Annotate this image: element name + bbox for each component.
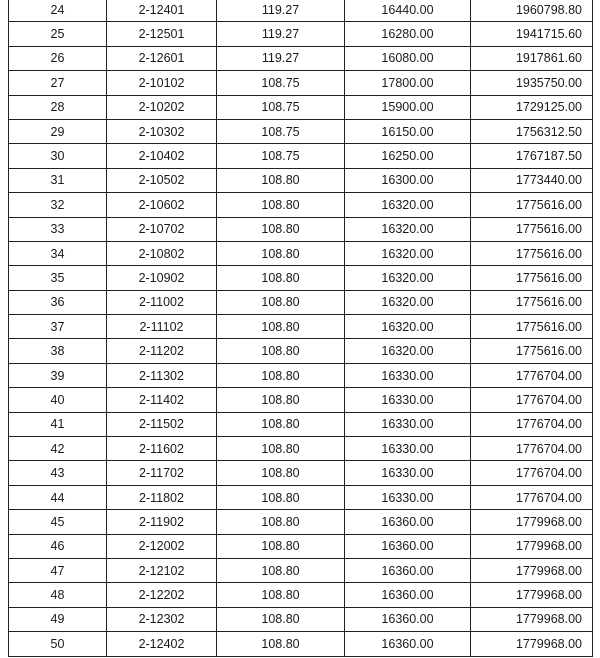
area-cell: 108.80 [217,241,345,265]
total-price-cell: 1775616.00 [471,241,593,265]
unit-price-cell: 16280.00 [345,22,471,46]
table-row [9,607,593,631]
area-cell: 108.80 [217,607,345,631]
row-number-cell: 38 [9,339,107,363]
unit-number-cell: 2-11302 [107,363,217,387]
total-price-cell: 1776704.00 [471,485,593,509]
row-number-cell: 30 [9,144,107,168]
area-cell: 108.80 [217,437,345,461]
unit-number-cell: 2-10802 [107,241,217,265]
unit-number-cell: 2-10202 [107,95,217,119]
area-cell: 108.75 [217,71,345,95]
total-price-cell: 1775616.00 [471,290,593,314]
unit-price-cell: 16300.00 [345,168,471,192]
row-number-cell: 45 [9,510,107,534]
unit-number-cell: 2-11602 [107,437,217,461]
unit-price-cell: 16330.00 [345,388,471,412]
unit-price-cell: 16320.00 [345,193,471,217]
table-row [9,46,593,70]
area-cell: 108.80 [217,315,345,339]
row-number-cell: 27 [9,71,107,95]
unit-price-cell: 16360.00 [345,558,471,582]
area-cell: 108.80 [217,534,345,558]
total-price-cell: 1729125.00 [471,95,593,119]
table-row [9,95,593,119]
unit-number-cell: 2-10702 [107,217,217,241]
unit-number-cell: 2-10102 [107,71,217,95]
price-table [8,0,593,657]
area-cell: 108.80 [217,388,345,412]
row-number-cell: 37 [9,315,107,339]
area-cell: 108.75 [217,119,345,143]
unit-price-cell: 16360.00 [345,510,471,534]
total-price-cell: 1779968.00 [471,632,593,656]
unit-number-cell: 2-12102 [107,558,217,582]
row-number-cell: 36 [9,290,107,314]
table-row [9,119,593,143]
total-price-cell: 1776704.00 [471,363,593,387]
area-cell: 108.80 [217,266,345,290]
table-row [9,461,593,485]
unit-number-cell: 2-12002 [107,534,217,558]
table-row [9,534,593,558]
table-row [9,437,593,461]
row-number-cell: 46 [9,534,107,558]
total-price-cell: 1775616.00 [471,315,593,339]
row-number-cell: 44 [9,485,107,509]
price-table-body [9,0,593,656]
unit-number-cell: 2-11702 [107,461,217,485]
row-number-cell: 31 [9,168,107,192]
unit-number-cell: 2-11002 [107,290,217,314]
total-price-cell: 1941715.60 [471,22,593,46]
row-number-cell: 39 [9,363,107,387]
area-cell: 108.80 [217,168,345,192]
area-cell: 108.80 [217,485,345,509]
area-cell: 108.75 [217,95,345,119]
area-cell: 108.80 [217,583,345,607]
unit-price-cell: 16330.00 [345,485,471,509]
unit-price-cell: 16320.00 [345,290,471,314]
table-row [9,558,593,582]
total-price-cell: 1775616.00 [471,193,593,217]
area-cell: 119.27 [217,22,345,46]
unit-number-cell: 2-11202 [107,339,217,363]
table-row [9,266,593,290]
unit-price-cell: 16360.00 [345,632,471,656]
row-number-cell: 43 [9,461,107,485]
total-price-cell: 1776704.00 [471,388,593,412]
unit-price-cell: 16360.00 [345,607,471,631]
total-price-cell: 1935750.00 [471,71,593,95]
row-number-cell: 47 [9,558,107,582]
row-number-cell: 32 [9,193,107,217]
total-price-cell: 1756312.50 [471,119,593,143]
area-cell: 108.80 [217,290,345,314]
unit-price-cell: 16440.00 [345,0,471,22]
area-cell: 108.80 [217,339,345,363]
total-price-cell: 1773440.00 [471,168,593,192]
unit-price-cell: 16360.00 [345,583,471,607]
unit-price-cell: 16250.00 [345,144,471,168]
area-cell: 108.80 [217,558,345,582]
table-row [9,363,593,387]
area-cell: 108.80 [217,217,345,241]
table-row [9,315,593,339]
table-row [9,583,593,607]
area-cell: 119.27 [217,46,345,70]
unit-price-cell: 16320.00 [345,241,471,265]
unit-number-cell: 2-12302 [107,607,217,631]
row-number-cell: 28 [9,95,107,119]
area-cell: 108.80 [217,363,345,387]
unit-price-cell: 16330.00 [345,461,471,485]
unit-number-cell: 2-10402 [107,144,217,168]
table-row [9,510,593,534]
row-number-cell: 50 [9,632,107,656]
total-price-cell: 1776704.00 [471,437,593,461]
unit-number-cell: 2-10502 [107,168,217,192]
unit-price-cell: 16320.00 [345,315,471,339]
unit-number-cell: 2-12401 [107,0,217,22]
table-row [9,290,593,314]
unit-price-cell: 16080.00 [345,46,471,70]
row-number-cell: 41 [9,412,107,436]
total-price-cell: 1779968.00 [471,607,593,631]
total-price-cell: 1779968.00 [471,510,593,534]
row-number-cell: 49 [9,607,107,631]
unit-number-cell: 2-11902 [107,510,217,534]
area-cell: 108.80 [217,193,345,217]
row-number-cell: 25 [9,22,107,46]
unit-price-cell: 17800.00 [345,71,471,95]
table-row [9,339,593,363]
total-price-cell: 1779968.00 [471,583,593,607]
unit-number-cell: 2-12202 [107,583,217,607]
table-row [9,241,593,265]
area-cell: 108.80 [217,461,345,485]
unit-number-cell: 2-11102 [107,315,217,339]
area-cell: 108.80 [217,412,345,436]
area-cell: 108.80 [217,632,345,656]
unit-price-cell: 16150.00 [345,119,471,143]
row-number-cell: 26 [9,46,107,70]
unit-price-cell: 16320.00 [345,217,471,241]
total-price-cell: 1960798.80 [471,0,593,22]
row-number-cell: 33 [9,217,107,241]
unit-number-cell: 2-12601 [107,46,217,70]
table-row [9,217,593,241]
table-row [9,0,593,22]
row-number-cell: 34 [9,241,107,265]
table-row [9,388,593,412]
row-number-cell: 35 [9,266,107,290]
row-number-cell: 42 [9,437,107,461]
unit-price-cell: 16330.00 [345,363,471,387]
unit-number-cell: 2-11802 [107,485,217,509]
total-price-cell: 1917861.60 [471,46,593,70]
row-number-cell: 24 [9,0,107,22]
total-price-cell: 1767187.50 [471,144,593,168]
total-price-cell: 1779968.00 [471,558,593,582]
table-row [9,22,593,46]
table-row [9,485,593,509]
unit-price-cell: 16360.00 [345,534,471,558]
unit-price-cell: 16320.00 [345,266,471,290]
unit-price-cell: 15900.00 [345,95,471,119]
total-price-cell: 1775616.00 [471,266,593,290]
row-number-cell: 29 [9,119,107,143]
row-number-cell: 48 [9,583,107,607]
total-price-cell: 1779968.00 [471,534,593,558]
area-cell: 108.80 [217,510,345,534]
unit-number-cell: 2-10602 [107,193,217,217]
unit-number-cell: 2-12501 [107,22,217,46]
area-cell: 108.75 [217,144,345,168]
unit-number-cell: 2-12402 [107,632,217,656]
unit-number-cell: 2-11402 [107,388,217,412]
total-price-cell: 1775616.00 [471,217,593,241]
unit-price-cell: 16330.00 [345,437,471,461]
table-row [9,144,593,168]
table-row [9,632,593,656]
unit-number-cell: 2-10302 [107,119,217,143]
table-row [9,71,593,95]
table-row [9,412,593,436]
unit-price-cell: 16320.00 [345,339,471,363]
total-price-cell: 1775616.00 [471,339,593,363]
area-cell: 119.27 [217,0,345,22]
unit-price-cell: 16330.00 [345,412,471,436]
table-row [9,193,593,217]
row-number-cell: 40 [9,388,107,412]
unit-number-cell: 2-11502 [107,412,217,436]
table-row [9,168,593,192]
total-price-cell: 1776704.00 [471,461,593,485]
unit-number-cell: 2-10902 [107,266,217,290]
total-price-cell: 1776704.00 [471,412,593,436]
